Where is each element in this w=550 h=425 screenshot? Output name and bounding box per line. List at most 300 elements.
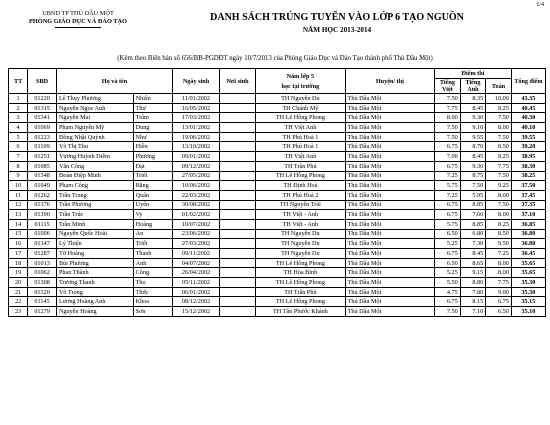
cell-sbd: 01320 [28, 287, 57, 297]
cell-dob: 10/07/2002 [173, 219, 220, 229]
cell-total: 38.25 [511, 171, 545, 181]
table-row [9, 103, 546, 113]
table-row [9, 181, 546, 191]
cell-toan: 8.50 [486, 229, 512, 239]
cell-ten: Như [133, 132, 172, 142]
cell-ho: Từ Hoàng [56, 249, 133, 259]
cell-dob: 13/10/2002 [173, 142, 220, 152]
cell-pob [219, 258, 255, 268]
cell-dob: 06/01/2002 [173, 287, 220, 297]
cell-ho: Nguyễn Ngọc Anh [56, 103, 133, 113]
cell-total: 35.65 [511, 268, 545, 278]
cell-school: TH Trần Phú [256, 161, 345, 171]
cell-pob [219, 307, 255, 317]
table-row [9, 278, 546, 288]
cell-dob: 27/05/2002 [173, 171, 220, 181]
cell-dob: 09/11/2002 [173, 249, 220, 259]
cell-sbd: 01006 [28, 229, 57, 239]
cell-sbd: 01062 [28, 268, 57, 278]
cell-ho: Võ Thị Thu [56, 142, 133, 152]
cell-ho: Đoàn Điệp Minh [56, 171, 133, 181]
cell-sbd: 01223 [28, 132, 57, 142]
cell-anh: 9.30 [460, 161, 486, 171]
cell-anh: 9.15 [460, 268, 486, 278]
cell-pob [219, 94, 255, 104]
cell-dob: 09/01/2002 [173, 152, 220, 162]
cell-tt: 6 [9, 142, 28, 152]
cell-district: Thủ Dầu Một [345, 249, 434, 259]
cell-ten: Thanh [133, 249, 172, 259]
cell-total: 35.65 [511, 258, 545, 268]
header-scores: Điểm thi [435, 69, 512, 79]
cell-sbd: 01308 [28, 278, 57, 288]
cell-pob [219, 268, 255, 278]
cell-pob [219, 219, 255, 229]
cell-school: TH Nguyễn Trãi [256, 200, 345, 210]
table-row [9, 287, 546, 297]
cell-ho: Trần Minh [56, 219, 133, 229]
cell-sbd: 01347 [28, 239, 57, 249]
cell-anh: 7.80 [460, 287, 486, 297]
cell-tt: 19 [9, 268, 28, 278]
cell-school: TH Lê Hồng Phong [256, 258, 345, 268]
cell-tt: 1 [9, 94, 28, 104]
cell-ho: Bùi Phương [56, 258, 133, 268]
cell-ten: Thư [133, 103, 172, 113]
cell-dob: 26/04/2002 [173, 268, 220, 278]
cell-dob: 09/12/2002 [173, 161, 220, 171]
cell-viet: 7.25 [435, 190, 461, 200]
cell-total: 38.95 [511, 152, 545, 162]
cell-district: Thủ Dầu Một [345, 287, 434, 297]
cell-dob: 23/06/2002 [173, 229, 220, 239]
table-row [9, 132, 546, 142]
header-grade5-line2: học tại trường [281, 82, 320, 90]
cell-viet: 6.75 [435, 210, 461, 220]
table-row [9, 113, 546, 123]
cell-ten: Đạt [133, 161, 172, 171]
cell-pob [219, 123, 255, 133]
cell-ho: Phạm Công [56, 181, 133, 191]
header-grade5 [256, 69, 345, 94]
header-grade5-line1: Năm lớp 5 [286, 72, 315, 80]
cell-sbd: 01069 [28, 123, 57, 133]
cell-toan: 8.00 [486, 190, 512, 200]
cell-anh: 8.75 [460, 171, 486, 181]
cell-school: TH Việt Anh [256, 152, 345, 162]
cell-dob: 15/12/2002 [173, 307, 220, 317]
cell-ten: Hiền [133, 142, 172, 152]
cell-district: Thủ Dầu Một [345, 239, 434, 249]
document-note: (Kèm theo Biên bản số 656/BB-PGDĐT ngày 10/7/2013 của Phòng Giáo Dục và Đào Tạo thành phố Thủ Dầu Một) [117, 55, 433, 62]
cell-ten: Quân [133, 190, 172, 200]
cell-district: Thủ Dầu Một [345, 142, 434, 152]
cell-viet: 7.50 [435, 123, 461, 133]
cell-total: 43.35 [511, 94, 545, 104]
table-row [9, 200, 546, 210]
cell-school: TH Lê Hồng Phong [256, 171, 345, 181]
cell-total: 37.45 [511, 190, 545, 200]
cell-district: Thủ Dầu Một [345, 161, 434, 171]
cell-tt: 14 [9, 219, 28, 229]
cell-sbd: 01220 [28, 94, 57, 104]
cell-viet: 6.75 [435, 142, 461, 152]
cell-toan: 7.50 [486, 200, 512, 210]
cell-district: Thủ Dầu Một [345, 229, 434, 239]
cell-tt: 22 [9, 297, 28, 307]
cell-school: TH Phú Hoà 1 [256, 132, 345, 142]
cell-school: TH Tân Phước Khánh [256, 307, 345, 317]
cell-total: 39.55 [511, 132, 545, 142]
cell-ten: Thức [133, 287, 172, 297]
table-row [9, 142, 546, 152]
cell-school: TH Lê Hồng Phong [256, 278, 345, 288]
cell-toan: 7.75 [486, 278, 512, 288]
cell-anh: 9.55 [460, 132, 486, 142]
cell-sbd: 01115 [28, 219, 57, 229]
cell-total: 40.45 [511, 103, 545, 113]
cell-viet: 7.75 [435, 103, 461, 113]
cell-toan: 9.25 [486, 181, 512, 191]
cell-toan: 10.00 [486, 94, 512, 104]
cell-total: 35.30 [511, 278, 545, 288]
cell-total: 40.30 [511, 113, 545, 123]
cell-district: Thủ Dầu Một [345, 94, 434, 104]
cell-pob [219, 142, 255, 152]
cell-ho: Lý Thiện [56, 239, 133, 249]
cell-district: Thủ Dầu Một [345, 210, 434, 220]
table-row [9, 219, 546, 229]
cell-district: Thủ Dầu Một [345, 200, 434, 210]
cell-tt: 13 [9, 210, 28, 220]
cell-district: Thủ Dầu Một [345, 132, 434, 142]
cell-tt: 12 [9, 200, 28, 210]
cell-toan: 8.00 [486, 258, 512, 268]
cell-pob [219, 132, 255, 142]
cell-dob: 10/06/2002 [173, 181, 220, 191]
cell-toan: 7.25 [486, 249, 512, 259]
cell-anh: 8.70 [460, 142, 486, 152]
cell-sbd: 01085 [28, 161, 57, 171]
cell-school: TH Việt - Anh [256, 210, 345, 220]
cell-pob [219, 152, 255, 162]
header-name: Họ và tên [56, 69, 172, 94]
cell-toan: 9.50 [486, 239, 512, 249]
cell-pob [219, 200, 255, 210]
header-dob: Ngày sinh [173, 69, 220, 94]
cell-anh: 7.60 [460, 210, 486, 220]
cell-toan: 7.50 [486, 171, 512, 181]
cell-anh: 8.45 [460, 103, 486, 113]
cell-viet: 5.25 [435, 268, 461, 278]
cell-dob: 22/03/2002 [173, 190, 220, 200]
cell-district: Thủ Dầu Một [345, 219, 434, 229]
cell-viet: 5.75 [435, 181, 461, 191]
cell-ten: Trâm [133, 113, 172, 123]
cell-sbd: 01279 [28, 307, 57, 317]
cell-dob: 13/01/2002 [173, 123, 220, 133]
cell-ten: Anh [133, 258, 172, 268]
org-underline [55, 27, 101, 28]
cell-anh: 9.30 [460, 113, 486, 123]
cell-total: 39.20 [511, 142, 545, 152]
table-row [9, 258, 546, 268]
cell-ho: Vương Huỳnh Diễm [56, 152, 133, 162]
cell-pob [219, 249, 255, 259]
cell-district: Thủ Dầu Một [345, 190, 434, 200]
cell-tt: 2 [9, 103, 28, 113]
cell-toan: 6.50 [486, 307, 512, 317]
table-row [9, 161, 546, 171]
cell-school: TH Hòa Bình [256, 268, 345, 278]
cell-pob [219, 161, 255, 171]
cell-viet: 7.25 [435, 171, 461, 181]
cell-viet: 6.75 [435, 297, 461, 307]
cell-tt: 10 [9, 181, 28, 191]
cell-viet: 7.50 [435, 307, 461, 317]
cell-anh: 8.15 [460, 297, 486, 307]
cell-pob [219, 239, 255, 249]
cell-ten: Hoàng [133, 219, 172, 229]
cell-school: TH Lê Hồng Phong [256, 113, 345, 123]
cell-anh: 8.85 [460, 219, 486, 229]
cell-pob [219, 297, 255, 307]
header-district: Huyện/ thị [345, 69, 434, 94]
cell-ho: Lương Hoàng Anh [56, 297, 133, 307]
cell-tt: 4 [9, 123, 28, 133]
cell-toan: 7.75 [486, 161, 512, 171]
cell-sbd: 01049 [28, 181, 57, 191]
table-row [9, 307, 546, 317]
cell-viet: 8.00 [435, 113, 461, 123]
cell-dob: 19/06/2002 [173, 132, 220, 142]
cell-total: 38.30 [511, 161, 545, 171]
table-row [9, 152, 546, 162]
cell-pob [219, 171, 255, 181]
cell-sbd: 01251 [28, 152, 57, 162]
table-row [9, 249, 546, 259]
cell-ten: Triết [133, 171, 172, 181]
cell-dob: 01/02/2002 [173, 210, 220, 220]
cell-tt: 3 [9, 113, 28, 123]
cell-pob [219, 229, 255, 239]
cell-viet: 6.50 [435, 229, 461, 239]
cell-school: TH Việt - Anh [256, 219, 345, 229]
cell-ten: Triết [133, 239, 172, 249]
cell-total: 35.15 [511, 297, 545, 307]
cell-district: Thủ Dầu Một [345, 307, 434, 317]
cell-sbd: 01315 [28, 103, 57, 113]
cell-ten: Công [133, 268, 172, 278]
table-row [9, 297, 546, 307]
cell-total: 35.30 [511, 287, 545, 297]
cell-sbd: 01145 [28, 297, 57, 307]
cell-district: Thủ Dầu Một [345, 297, 434, 307]
table-row [9, 229, 546, 239]
cell-school: TH Phú Hoà 2 [256, 190, 345, 200]
cell-viet: 5.25 [435, 239, 461, 249]
cell-ten: Khoa [133, 297, 172, 307]
cell-viet: 6.75 [435, 200, 461, 210]
cell-viet: 7.00 [435, 152, 461, 162]
cell-ten: An [133, 229, 172, 239]
cell-ho: Trần Phương [56, 200, 133, 210]
cell-dob: 30/08/2002 [173, 200, 220, 210]
cell-school: TH Nguyễn Du [256, 239, 345, 249]
cell-viet: 6.50 [435, 258, 461, 268]
cell-district: Thủ Dầu Một [345, 268, 434, 278]
cell-pob [219, 210, 255, 220]
cell-dob: 16/05/2002 [173, 103, 220, 113]
table-row [9, 171, 546, 181]
cell-anh: 8.65 [460, 258, 486, 268]
cell-total: 37.50 [511, 181, 545, 191]
cell-total: 36.80 [511, 239, 545, 249]
issuing-organization [18, 10, 138, 28]
cell-viet: 4.75 [435, 287, 461, 297]
cell-school: TH Nguyễn Du [256, 94, 345, 104]
cell-tt: 23 [9, 307, 28, 317]
cell-school: TH Trần Phú [256, 287, 345, 297]
table-row [9, 123, 546, 133]
cell-viet: 7.50 [435, 132, 461, 142]
cell-tt: 20 [9, 278, 28, 288]
cell-school: TH Nguyễn Du [256, 229, 345, 239]
cell-tt: 15 [9, 229, 28, 239]
cell-school: TH Định Hoà [256, 181, 345, 191]
cell-ho: Nguyễn Mai [56, 113, 133, 123]
cell-toan: 8.00 [486, 268, 512, 278]
cell-district: Thủ Dầu Một [345, 103, 434, 113]
cell-toan: 8.25 [486, 219, 512, 229]
cell-school: TH Phú Hoà 1 [256, 142, 345, 152]
header-anh: Tiếng Anh [460, 79, 486, 94]
cell-ho: Đồng Nhật Quỳnh [56, 132, 133, 142]
cell-ten: Vy [133, 210, 172, 220]
cell-sbd: 01109 [28, 142, 57, 152]
cell-district: Thủ Dầu Một [345, 278, 434, 288]
cell-tt: 21 [9, 287, 28, 297]
cell-sbd: 01348 [28, 171, 57, 181]
header-total: Tổng điểm [511, 69, 545, 94]
cell-sbd: 01341 [28, 113, 57, 123]
cell-tt: 8 [9, 161, 28, 171]
cell-pob [219, 190, 255, 200]
cell-school: TH Nguyễn Du [256, 249, 345, 259]
cell-ten: Bằng [133, 181, 172, 191]
header-toan: Toán [486, 79, 512, 94]
cell-ho: Phạm Nguyễn Mỹ [56, 123, 133, 133]
cell-dob: 17/03/2002 [173, 113, 220, 123]
cell-total: 36.80 [511, 229, 545, 239]
cell-school: TH Lê Hồng Phong [256, 297, 345, 307]
cell-viet: 7.50 [435, 94, 461, 104]
cell-toan: 8.00 [486, 210, 512, 220]
cell-viet: 6.75 [435, 249, 461, 259]
cell-tt: 18 [9, 258, 28, 268]
cell-toan: 8.00 [486, 123, 512, 133]
cell-anh: 8.80 [460, 278, 486, 288]
cell-pob [219, 103, 255, 113]
cell-total: 36.85 [511, 219, 545, 229]
cell-ho: Trần Trúc [56, 210, 133, 220]
cell-ho: Trần Trung [56, 190, 133, 200]
cell-tt: 5 [9, 132, 28, 142]
cell-anh: 9.10 [460, 123, 486, 133]
cell-pob [219, 181, 255, 191]
cell-total: 36.45 [511, 249, 545, 259]
cell-anh: 8.45 [460, 249, 486, 259]
cell-dob: 11/01/2002 [173, 94, 220, 104]
table-row [9, 190, 546, 200]
cell-viet: 5.75 [435, 219, 461, 229]
cell-pob [219, 278, 255, 288]
cell-district: Thủ Dầu Một [345, 152, 434, 162]
cell-sbd: 01376 [28, 200, 57, 210]
cell-viet: 5.50 [435, 278, 461, 288]
document-subtitle: NĂM HỌC 2013-2014 [302, 26, 372, 34]
org-line-2: PHÒNG GIÁO DỤC VÀ ĐÀO TẠO [29, 18, 127, 25]
cell-toan: 7.50 [486, 132, 512, 142]
cell-tt: 7 [9, 152, 28, 162]
cell-total: 35.10 [511, 307, 545, 317]
cell-tt: 17 [9, 249, 28, 259]
cell-tt: 11 [9, 190, 28, 200]
cell-toan: 8.50 [486, 142, 512, 152]
page-number: 1/4 [536, 2, 544, 8]
cell-anh: 5.95 [460, 190, 486, 200]
cell-ten: Sơn [133, 307, 172, 317]
cell-dob: 05/11/2002 [173, 278, 220, 288]
cell-ho: Nguyễn Hoàng [56, 307, 133, 317]
cell-district: Thủ Dầu Một [345, 171, 434, 181]
table-row [9, 239, 546, 249]
table-row [9, 94, 546, 104]
cell-ho: Lê Thụy Phương [56, 94, 133, 104]
header-tt: TT [9, 69, 28, 94]
cell-district: Thủ Dầu Một [345, 123, 434, 133]
cell-total: 40.10 [511, 123, 545, 133]
cell-tt: 16 [9, 239, 28, 249]
cell-toan: 8.25 [486, 103, 512, 113]
cell-total: 37.10 [511, 210, 545, 220]
cell-district: Thủ Dầu Một [345, 181, 434, 191]
cell-sbd: 01287 [28, 249, 57, 259]
cell-ten: Nhiên [133, 94, 172, 104]
table-row [9, 268, 546, 278]
cell-toan: 6.75 [486, 297, 512, 307]
cell-sbd: 01390 [28, 210, 57, 220]
cell-anh: 8.35 [460, 94, 486, 104]
cell-ho: Phan Thành [56, 268, 133, 278]
cell-toan: 7.50 [486, 113, 512, 123]
cell-sbd: 01013 [28, 258, 57, 268]
cell-ten: Phương [133, 152, 172, 162]
cell-viet: 6.75 [435, 161, 461, 171]
cell-anh: 7.10 [460, 307, 486, 317]
cell-dob: 08/12/2002 [173, 297, 220, 307]
cell-anh: 7.50 [460, 181, 486, 191]
table-row [9, 210, 546, 220]
cell-pob [219, 113, 255, 123]
cell-district: Thủ Dầu Một [345, 113, 434, 123]
cell-anh: 8.45 [460, 152, 486, 162]
cell-ho: Nguyễn Quốc Hoài [56, 229, 133, 239]
header-sbd: SBD [28, 69, 57, 94]
cell-anh: 8.85 [460, 200, 486, 210]
cell-toan: 9.00 [486, 287, 512, 297]
cell-anh: 7.30 [460, 239, 486, 249]
